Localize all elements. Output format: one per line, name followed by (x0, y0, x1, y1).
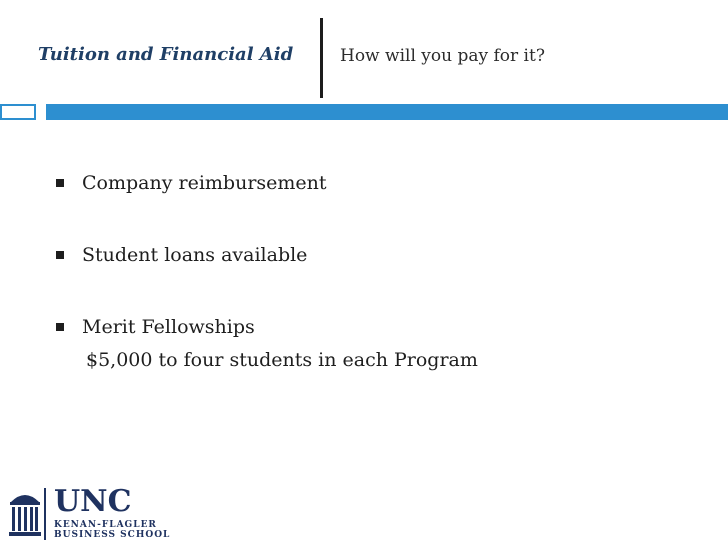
bullet-text: Company reimbursement (82, 172, 327, 194)
bullet-item (56, 242, 307, 268)
header-band-square (0, 104, 36, 120)
section-title: Tuition and Financial Aid (38, 44, 294, 65)
title-divider (320, 18, 323, 98)
logo-divider (44, 488, 46, 540)
logo-subtitle-line1: KENAN-FLAGLER (54, 520, 157, 530)
slide-title: How will you pay for it? (340, 46, 545, 66)
header-band (46, 104, 728, 120)
unc-logo (8, 484, 178, 540)
bullet-text: Student loans available (82, 244, 308, 266)
square-bullet-icon (56, 251, 64, 259)
bullet-item (56, 314, 255, 340)
old-well-icon (8, 488, 42, 538)
bullet-text: Merit Fellowships (82, 316, 255, 338)
bullet-item (56, 170, 327, 196)
square-bullet-icon (56, 179, 64, 187)
logo-wordmark: UNC (54, 484, 132, 519)
bullet-subtext: $5,000 to four students in each Program (86, 349, 478, 371)
square-bullet-icon (56, 323, 64, 331)
logo-subtitle-line2: BUSINESS SCHOOL (54, 530, 171, 540)
